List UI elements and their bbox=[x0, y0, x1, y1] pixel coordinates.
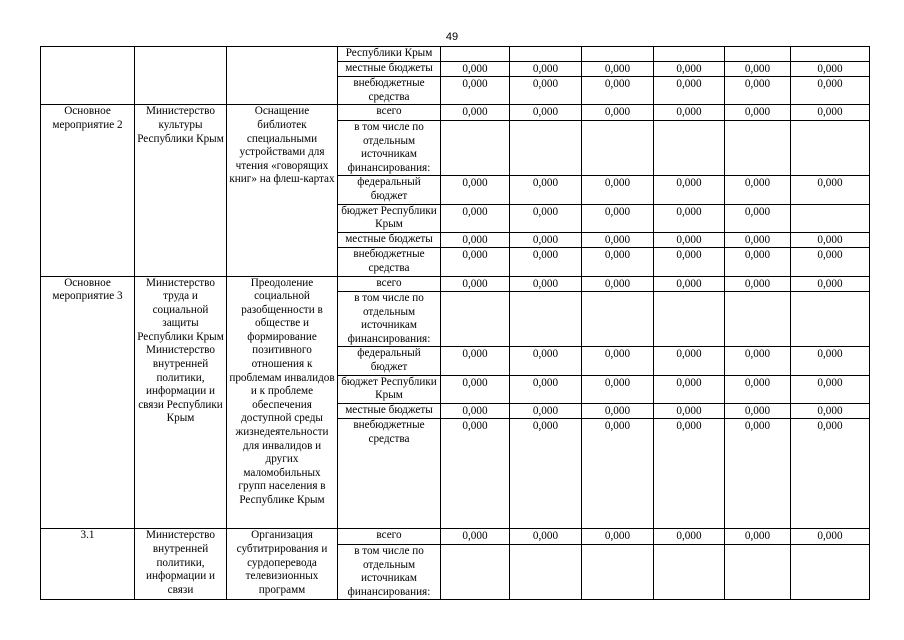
amount-cell: 0,000 bbox=[725, 248, 791, 276]
table-row bbox=[41, 105, 870, 121]
amount-cell: 0,000 bbox=[582, 105, 654, 121]
amount-cell: 0,000 bbox=[510, 375, 582, 403]
continued-executor-cell bbox=[135, 47, 227, 105]
event-name-cell: Основное мероприятие 3 bbox=[41, 276, 135, 529]
amount-cell: 0,000 bbox=[725, 176, 791, 204]
amount-cell bbox=[791, 292, 870, 347]
amount-cell: 0,000 bbox=[510, 176, 582, 204]
amount-cell: 0,000 bbox=[510, 248, 582, 276]
amount-cell: 0,000 bbox=[441, 204, 510, 232]
funding-source-cell: в том числе по отдельным источникам финансирования: bbox=[338, 292, 441, 347]
amount-cell: 0,000 bbox=[582, 204, 654, 232]
amount-cell: 0,000 bbox=[582, 77, 654, 105]
funding-source-cell: всего bbox=[338, 529, 441, 545]
amount-cell bbox=[582, 292, 654, 347]
amount-cell: 0,000 bbox=[510, 77, 582, 105]
amount-cell: 0,000 bbox=[582, 232, 654, 248]
amount-cell: 0,000 bbox=[582, 248, 654, 276]
amount-cell: 0,000 bbox=[791, 403, 870, 419]
amount-cell: 0,000 bbox=[654, 61, 725, 77]
amount-cell: 0,000 bbox=[441, 232, 510, 248]
amount-cell: 0,000 bbox=[441, 77, 510, 105]
amount-cell bbox=[441, 545, 510, 600]
amount-cell: 0,000 bbox=[654, 419, 725, 529]
amount-cell: 0,000 bbox=[725, 61, 791, 77]
executor-cell: Министерство труда и социальной защиты Республики Крым Министерство внутренней политики, информации и связи Республики Крым bbox=[135, 276, 227, 529]
amount-cell: 0,000 bbox=[441, 276, 510, 292]
amount-cell bbox=[654, 545, 725, 600]
event-name-cell: Основное мероприятие 2 bbox=[41, 105, 135, 276]
amount-cell: 0,000 bbox=[725, 347, 791, 375]
funding-source-cell: в том числе по отдельным источникам финансирования: bbox=[338, 120, 441, 175]
amount-cell: 0,000 bbox=[582, 419, 654, 529]
activity-cell: Преодоление социальной разобщенности в обществе и формирование позитивного отношения к проблемам инвалидов и к проблеме обеспечения доступной среды жизнедеятельности для инвалидов и других маломобильных групп населения в Республике Крым bbox=[227, 276, 338, 529]
amount-cell bbox=[441, 120, 510, 175]
funding-source-cell: бюджет Республики Крым bbox=[338, 375, 441, 403]
funding-source-cell: местные бюджеты bbox=[338, 403, 441, 419]
amount-cell: 0,000 bbox=[791, 105, 870, 121]
amount-cell: 0,000 bbox=[510, 61, 582, 77]
amount-cell: 0,000 bbox=[510, 403, 582, 419]
amount-cell: 0,000 bbox=[582, 375, 654, 403]
continued-activity-cell bbox=[227, 47, 338, 105]
amount-cell: 0,000 bbox=[654, 105, 725, 121]
amount-cell: 0,000 bbox=[510, 347, 582, 375]
amount-cell: 0,000 bbox=[582, 529, 654, 545]
funding-table bbox=[40, 46, 870, 600]
amount-cell: 0,000 bbox=[441, 248, 510, 276]
amount-cell: 0,000 bbox=[654, 375, 725, 403]
amount-cell: 0,000 bbox=[441, 176, 510, 204]
continued-name-cell bbox=[41, 47, 135, 105]
amount-cell: 0,000 bbox=[654, 232, 725, 248]
amount-cell: 0,000 bbox=[725, 529, 791, 545]
amount-cell bbox=[791, 204, 870, 232]
amount-cell: 0,000 bbox=[441, 375, 510, 403]
funding-source-cell: бюджет Республики Крым bbox=[338, 204, 441, 232]
funding-source-cell: внебюджетные средства bbox=[338, 248, 441, 276]
funding-source-cell: в том числе по отдельным источникам финансирования: bbox=[338, 545, 441, 600]
amount-cell: 0,000 bbox=[654, 276, 725, 292]
amount-cell bbox=[441, 292, 510, 347]
amount-cell: 0,000 bbox=[725, 419, 791, 529]
table-row bbox=[41, 47, 870, 62]
amount-cell: 0,000 bbox=[725, 375, 791, 403]
activity-cell: Организация субтитрирования и сурдоперевода телевизионных программ bbox=[227, 529, 338, 600]
amount-cell: 0,000 bbox=[582, 347, 654, 375]
amount-cell: 0,000 bbox=[725, 77, 791, 105]
event-name-cell: 3.1 bbox=[41, 529, 135, 600]
funding-source-cell: всего bbox=[338, 105, 441, 121]
funding-source-cell: всего bbox=[338, 276, 441, 292]
amount-cell bbox=[441, 47, 510, 62]
amount-cell bbox=[510, 47, 582, 62]
amount-cell bbox=[791, 545, 870, 600]
funding-source-cell: федеральный бюджет bbox=[338, 176, 441, 204]
funding-source-cell: внебюджетные средства bbox=[338, 77, 441, 105]
amount-cell: 0,000 bbox=[510, 276, 582, 292]
amount-cell: 0,000 bbox=[725, 204, 791, 232]
amount-cell: 0,000 bbox=[791, 232, 870, 248]
amount-cell: 0,000 bbox=[441, 61, 510, 77]
amount-cell bbox=[791, 120, 870, 175]
amount-cell bbox=[654, 47, 725, 62]
amount-cell: 0,000 bbox=[654, 347, 725, 375]
amount-cell: 0,000 bbox=[582, 276, 654, 292]
amount-cell bbox=[791, 47, 870, 62]
amount-cell bbox=[654, 292, 725, 347]
funding-source-cell: внебюджетные средства bbox=[338, 419, 441, 529]
amount-cell: 0,000 bbox=[791, 375, 870, 403]
executor-cell: Министерство культуры Республики Крым bbox=[135, 105, 227, 276]
amount-cell bbox=[654, 120, 725, 175]
executor-cell: Министерство внутренней политики, информации и связи bbox=[135, 529, 227, 600]
amount-cell: 0,000 bbox=[654, 248, 725, 276]
amount-cell: 0,000 bbox=[582, 176, 654, 204]
amount-cell: 0,000 bbox=[791, 419, 870, 529]
amount-cell: 0,000 bbox=[510, 232, 582, 248]
funding-source-cell: федеральный бюджет bbox=[338, 347, 441, 375]
funding-source-cell: Республики Крым bbox=[338, 47, 441, 62]
amount-cell: 0,000 bbox=[791, 276, 870, 292]
amount-cell: 0,000 bbox=[791, 529, 870, 545]
amount-cell bbox=[582, 120, 654, 175]
amount-cell: 0,000 bbox=[654, 204, 725, 232]
amount-cell: 0,000 bbox=[725, 403, 791, 419]
amount-cell bbox=[582, 545, 654, 600]
amount-cell bbox=[725, 545, 791, 600]
amount-cell: 0,000 bbox=[725, 276, 791, 292]
funding-source-cell: местные бюджеты bbox=[338, 61, 441, 77]
amount-cell: 0,000 bbox=[441, 105, 510, 121]
amount-cell bbox=[725, 47, 791, 62]
amount-cell bbox=[725, 120, 791, 175]
amount-cell bbox=[510, 545, 582, 600]
amount-cell bbox=[725, 292, 791, 347]
funding-source-cell: местные бюджеты bbox=[338, 232, 441, 248]
amount-cell: 0,000 bbox=[791, 61, 870, 77]
amount-cell: 0,000 bbox=[725, 105, 791, 121]
amount-cell: 0,000 bbox=[791, 77, 870, 105]
amount-cell: 0,000 bbox=[654, 529, 725, 545]
amount-cell: 0,000 bbox=[441, 403, 510, 419]
amount-cell: 0,000 bbox=[654, 176, 725, 204]
table-row bbox=[41, 529, 870, 545]
amount-cell: 0,000 bbox=[510, 419, 582, 529]
amount-cell: 0,000 bbox=[441, 419, 510, 529]
amount-cell: 0,000 bbox=[791, 176, 870, 204]
activity-cell: Оснащение библиотек специальными устройствами для чтения «говорящих книг» на флеш-картах bbox=[227, 105, 338, 276]
amount-cell: 0,000 bbox=[654, 403, 725, 419]
amount-cell: 0,000 bbox=[582, 403, 654, 419]
amount-cell: 0,000 bbox=[791, 347, 870, 375]
amount-cell: 0,000 bbox=[582, 61, 654, 77]
amount-cell bbox=[582, 47, 654, 62]
table-body bbox=[41, 47, 870, 600]
amount-cell: 0,000 bbox=[510, 105, 582, 121]
amount-cell: 0,000 bbox=[654, 77, 725, 105]
amount-cell bbox=[510, 292, 582, 347]
amount-cell: 0,000 bbox=[791, 248, 870, 276]
page-number: 49 bbox=[445, 31, 459, 43]
amount-cell bbox=[510, 120, 582, 175]
amount-cell: 0,000 bbox=[441, 347, 510, 375]
amount-cell: 0,000 bbox=[510, 204, 582, 232]
amount-cell: 0,000 bbox=[441, 529, 510, 545]
table-row bbox=[41, 276, 870, 292]
amount-cell: 0,000 bbox=[725, 232, 791, 248]
amount-cell: 0,000 bbox=[510, 529, 582, 545]
